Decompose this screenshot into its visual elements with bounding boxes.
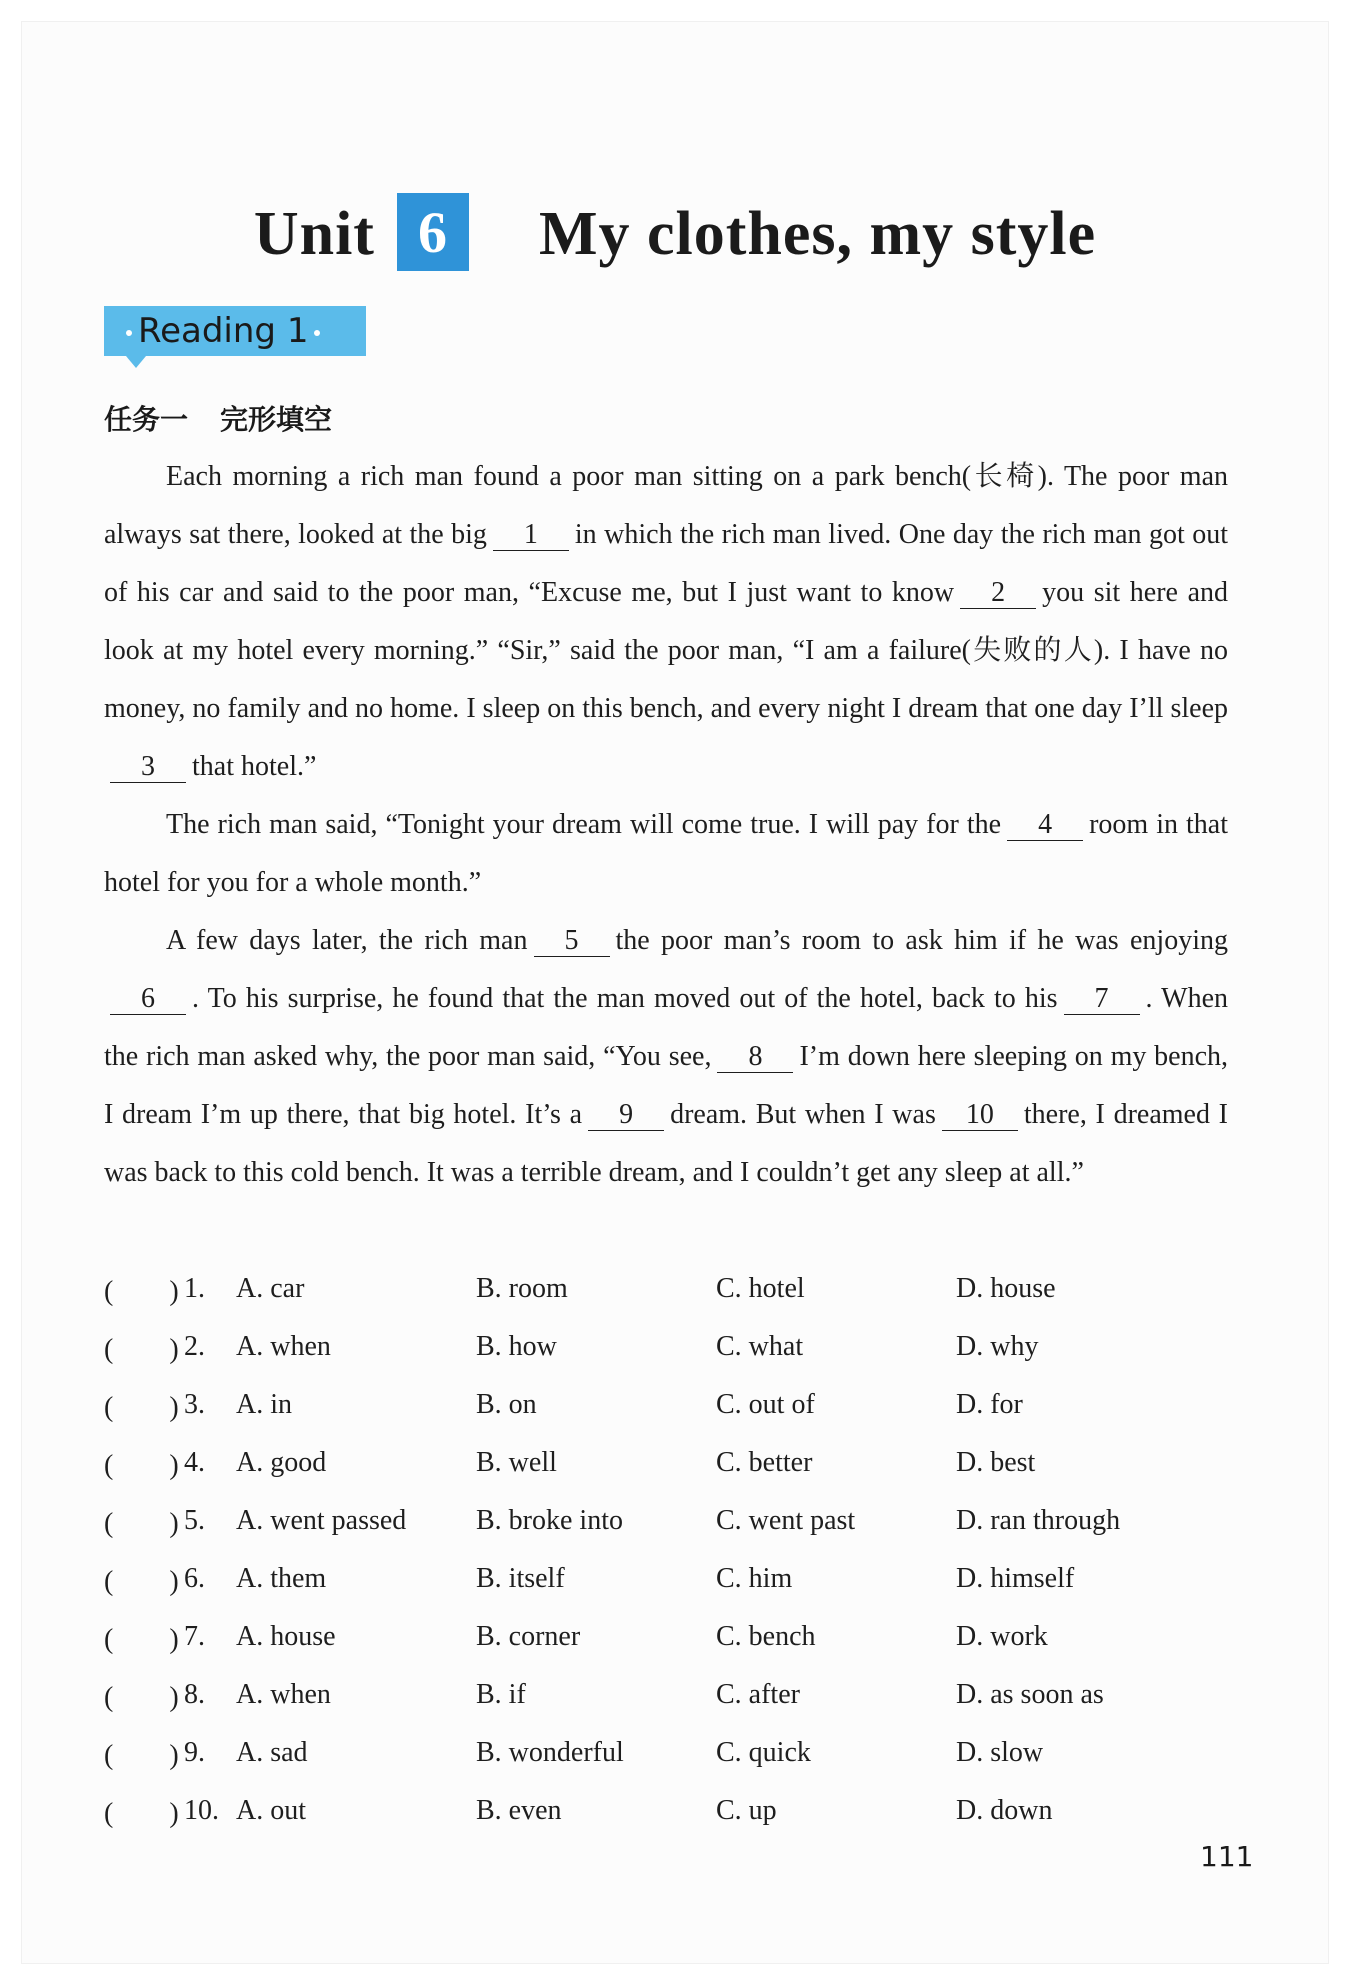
question-number: 4.	[184, 1447, 205, 1478]
option-d[interactable]: D. house	[956, 1273, 1056, 1304]
option-b[interactable]: B. if	[476, 1679, 526, 1710]
answer-parentheses[interactable]: ( )	[104, 1334, 179, 1365]
task-heading	[104, 398, 332, 438]
question-number: 7.	[184, 1621, 205, 1652]
option-b[interactable]: B. broke into	[476, 1505, 623, 1536]
question-number: 6.	[184, 1563, 205, 1594]
question-number: 2.	[184, 1331, 205, 1362]
question-row	[104, 1550, 1228, 1608]
question-row	[104, 1260, 1228, 1318]
answer-parentheses[interactable]: ( )	[104, 1566, 179, 1597]
option-a[interactable]: A. house	[236, 1621, 336, 1652]
option-c[interactable]: C. quick	[716, 1737, 811, 1768]
option-c[interactable]: C. out of	[716, 1389, 815, 1420]
option-c[interactable]: C. bench	[716, 1621, 816, 1652]
question-row	[104, 1318, 1228, 1376]
option-d[interactable]: D. ran through	[956, 1505, 1121, 1536]
option-a[interactable]: A. when	[236, 1679, 331, 1710]
question-row	[104, 1434, 1228, 1492]
answer-parentheses[interactable]: ( )	[104, 1276, 179, 1307]
answer-parentheses[interactable]: ( )	[104, 1624, 179, 1655]
option-a[interactable]: A. out	[236, 1795, 306, 1826]
option-d[interactable]: D. slow	[956, 1737, 1044, 1768]
question-row	[104, 1376, 1228, 1434]
option-c[interactable]: C. hotel	[716, 1273, 805, 1304]
unit-title-text: My clothes, my style	[538, 199, 1097, 268]
option-a[interactable]: A. good	[236, 1447, 327, 1478]
question-number: 9.	[184, 1737, 205, 1768]
cloze-passage	[104, 448, 1228, 1202]
option-d[interactable]: D. down	[956, 1795, 1053, 1826]
blank-9: 9	[588, 1100, 664, 1131]
task-part2: 完形填空	[220, 403, 333, 436]
question-row	[104, 1608, 1228, 1666]
answer-parentheses[interactable]: ( )	[104, 1450, 179, 1481]
blank-2: 2	[960, 578, 1036, 609]
option-d[interactable]: D. work	[956, 1621, 1048, 1652]
option-c[interactable]: C. what	[716, 1331, 804, 1362]
badge-dot-right	[314, 330, 320, 336]
page-number: 111	[1200, 1840, 1254, 1873]
option-c[interactable]: C. better	[716, 1447, 813, 1478]
option-d[interactable]: D. best	[956, 1447, 1036, 1478]
answer-parentheses[interactable]: ( )	[104, 1798, 179, 1829]
task-part1: 任务一	[104, 403, 189, 436]
option-a[interactable]: A. sad	[236, 1737, 308, 1768]
answer-parentheses[interactable]: ( )	[104, 1392, 179, 1423]
blank-8: 8	[717, 1042, 793, 1073]
option-a[interactable]: A. when	[236, 1331, 331, 1362]
passage-paragraph-1: Each morning a rich man found a poor man sitting on a park bench(长椅). The poor man always sat there, looked at the big 1 in which the rich man lived. One day the rich man got out of his car and said to the poor man, “Excuse me, but I just want to know 2 you sit here and look at my hotel every morning.” “Sir,” said the poor man, “I am a failure(失败的人). I have no money, no family and no home. I sleep on this bench, and every night I dream that one day I’ll sleep3 that hotel.”	[104, 461, 1229, 782]
reading-badge	[104, 306, 366, 356]
blank-1: 1	[493, 520, 569, 551]
blank-3: 3	[110, 752, 186, 783]
unit-title	[0, 195, 1350, 273]
option-b[interactable]: B. corner	[476, 1621, 581, 1652]
option-d[interactable]: D. why	[956, 1331, 1039, 1362]
reading-badge-label: Reading 1	[138, 311, 309, 351]
passage-paragraph-3: A few days later, the rich man 5 the poor man’s room to ask him if he was enjoying6 . To his surprise, he found that the man moved out of the hotel, back to his 7 . When the rich man asked why, the poor man said, “You see, 8 I’m down here sleeping on my bench, I dream I’m up there, that big hotel. It’s a 9 dream. But when I was 10 there, I dreamed I was back to this cold bench. It was a terrible dream, and I couldn’t get any sleep at all.”	[104, 925, 1228, 1188]
question-number: 3.	[184, 1389, 205, 1420]
option-a[interactable]: A. in	[236, 1389, 292, 1420]
option-d[interactable]: D. himself	[956, 1563, 1075, 1594]
passage-paragraph-2: The rich man said, “Tonight your dream will come true. I will pay for the 4 room in that hotel for you for a whole month.”	[104, 809, 1229, 898]
question-row	[104, 1492, 1228, 1550]
blank-4: 4	[1007, 810, 1083, 841]
option-b[interactable]: B. well	[476, 1447, 557, 1478]
blank-5: 5	[534, 926, 610, 957]
answer-parentheses[interactable]: ( )	[104, 1508, 179, 1539]
option-a[interactable]: A. car	[236, 1273, 305, 1304]
question-row	[104, 1782, 1228, 1840]
option-a[interactable]: A. went passed	[236, 1505, 407, 1536]
option-b[interactable]: B. wonderful	[476, 1737, 624, 1768]
blank-7: 7	[1064, 984, 1140, 1015]
option-c[interactable]: C. went past	[716, 1505, 856, 1536]
question-row	[104, 1724, 1228, 1782]
answer-parentheses[interactable]: ( )	[104, 1682, 179, 1713]
blank-10: 10	[942, 1100, 1018, 1131]
option-d[interactable]: D. for	[956, 1389, 1023, 1420]
question-row	[104, 1666, 1228, 1724]
unit-number-box: 6	[397, 193, 469, 271]
question-number: 5.	[184, 1505, 205, 1536]
question-options	[104, 1260, 1228, 1840]
option-b[interactable]: B. on	[476, 1389, 537, 1420]
option-c[interactable]: C. after	[716, 1679, 800, 1710]
option-d[interactable]: D. as soon as	[956, 1679, 1104, 1710]
badge-tail	[126, 356, 146, 368]
question-number: 10.	[184, 1795, 219, 1826]
option-b[interactable]: B. even	[476, 1795, 562, 1826]
option-b[interactable]: B. how	[476, 1331, 557, 1362]
option-c[interactable]: C. him	[716, 1563, 793, 1594]
option-a[interactable]: A. them	[236, 1563, 327, 1594]
unit-word: Unit	[253, 199, 375, 268]
option-b[interactable]: B. itself	[476, 1563, 565, 1594]
option-b[interactable]: B. room	[476, 1273, 568, 1304]
option-c[interactable]: C. up	[716, 1795, 777, 1826]
question-number: 8.	[184, 1679, 205, 1710]
blank-6: 6	[110, 984, 186, 1015]
question-number: 1.	[184, 1273, 205, 1304]
badge-dot-left	[126, 330, 132, 336]
answer-parentheses[interactable]: ( )	[104, 1740, 179, 1771]
